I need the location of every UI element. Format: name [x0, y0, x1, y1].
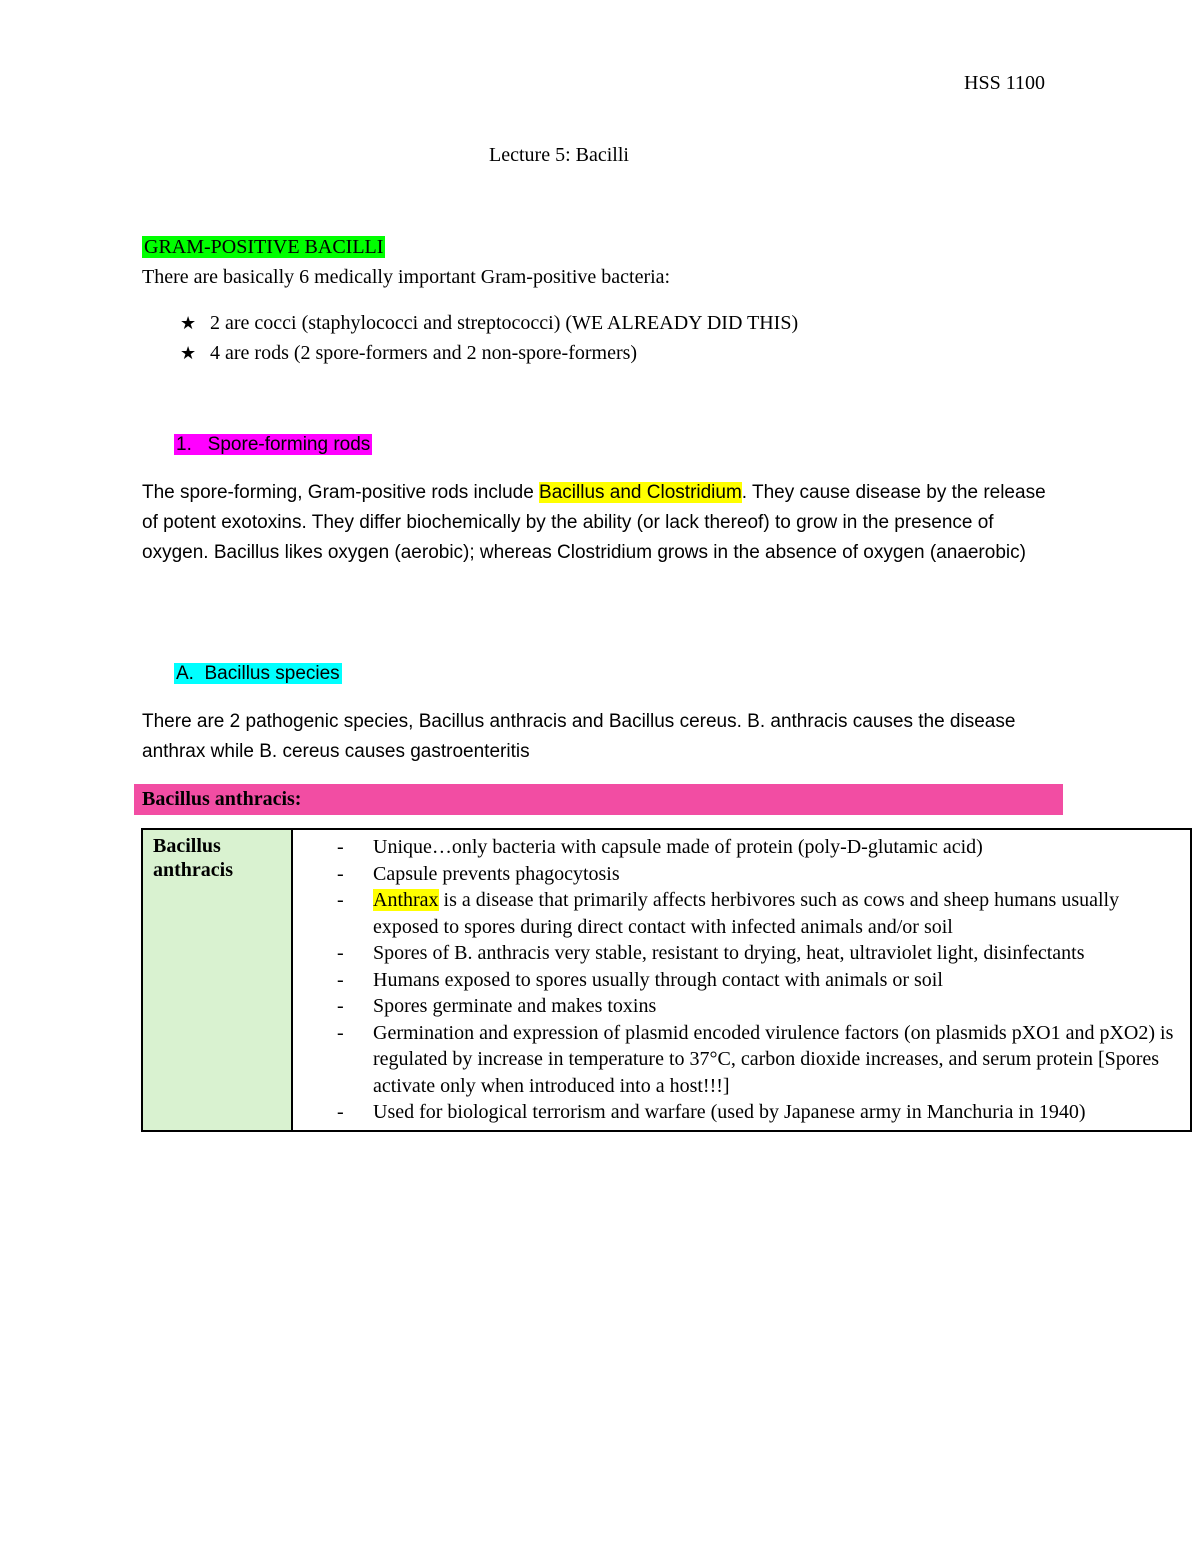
fact-text: Capsule prevents phagocytosis: [373, 862, 620, 885]
list-item: [337, 1099, 1180, 1126]
dash-bullet-icon: -: [337, 1101, 344, 1123]
fact-text: Used for biological terrorism and warfare (used by Japanese army in Manchuria in 1940): [373, 1101, 1086, 1123]
dash-bullet-icon: -: [337, 942, 344, 964]
bacillus-species-heading: [174, 663, 342, 685]
dash-bullet-icon: -: [337, 836, 344, 858]
anthracis-facts-list: [337, 834, 1180, 1126]
fact-text: Unique…only bacteria with capsule made of protein (poly-D-glutamic acid): [373, 836, 983, 858]
dash-bullet-icon: -: [337, 889, 344, 911]
table-label-cell: [142, 829, 292, 1131]
bacillus-clostridium-highlight: Bacillus and Clostridium: [539, 482, 742, 503]
bacillus-species-paragraph: There are 2 pathogenic species, Bacillus anthracis and Bacillus cereus. B. anthracis causes the disease anthrax while B. cereus causes gastroenteritis: [142, 711, 1016, 762]
gram-positive-heading-text: GRAM-POSITIVE BACILLI: [144, 236, 384, 258]
fact-text: Germination and expression of plasmid encoded virulence factors (on plasmids pXO1 and pXO2) is regulated by increase in temperature to 37°C, carbon dioxide increases, and serum protein [Spores activate only when introduced into a host!!!]: [373, 1021, 1174, 1097]
table-content-cell: [292, 829, 1191, 1131]
course-code: HSS 1100: [964, 72, 1045, 94]
table-label-text: Bacillus anthracis: [153, 835, 233, 881]
list-item: [337, 834, 1180, 861]
gram-intro-text: There are basically 6 medically important Gram-positive bacteria:: [142, 266, 671, 288]
spore-para-start: The spore-forming, Gram-positive rods include: [142, 482, 540, 503]
star-bullet-icon: ★: [180, 313, 197, 333]
spore-forming-heading: [174, 434, 372, 456]
list-item: [337, 1020, 1180, 1100]
bacillus-species-heading-text: A. Bacillus species: [176, 663, 340, 684]
list-item: [337, 993, 1180, 1020]
fact-text: Humans exposed to spores usually through contact with animals or soil: [373, 968, 943, 991]
fact-text: Spores of B. anthracis very stable, resistant to drying, heat, ultraviolet light, disinfectants: [373, 942, 1085, 964]
spore-para-rest: . They cause disease by the release of potent exotoxins. They differ biochemically by the ability (or lack thereof) to grow in the presence of oxygen. Bacillus likes oxygen (aerobic); whereas Clostridium grows in the absence of oxygen (anaerobic): [142, 482, 1046, 563]
spore-forming-heading-text: 1. Spore-forming rods: [176, 434, 371, 455]
list-item: [180, 342, 637, 365]
anthrax-highlight: Anthrax: [373, 889, 439, 911]
dash-bullet-icon: -: [337, 995, 344, 1017]
fact-text: is a disease that primarily affects herbivores such as cows and sheep humans usually exposed to spores during direct contact with infected animals and/or soil: [373, 889, 1120, 938]
bullet-text: 2 are cocci (staphylococci and streptococci) (WE ALREADY DID THIS): [210, 312, 799, 334]
table-row: [142, 829, 1191, 1131]
dash-bullet-icon: -: [337, 862, 344, 885]
star-bullet-icon: ★: [180, 343, 197, 363]
list-item: [337, 861, 1180, 888]
dash-bullet-icon: -: [337, 1021, 344, 1044]
list-item: [337, 887, 1180, 940]
gram-positive-heading: [142, 236, 385, 259]
bacillus-anthracis-table: [141, 828, 1192, 1132]
bullet-text: 4 are rods (2 spore-formers and 2 non-spore-formers): [210, 342, 638, 364]
bacillus-anthracis-banner: Bacillus anthracis:: [134, 784, 1063, 815]
dash-bullet-icon: -: [337, 968, 344, 991]
page-title: Lecture 5: Bacilli: [489, 144, 629, 166]
list-item: [337, 940, 1180, 967]
list-item: [180, 312, 798, 335]
fact-text: Spores germinate and makes toxins: [373, 995, 657, 1017]
list-item: [337, 967, 1180, 994]
spore-forming-paragraph: [142, 478, 1062, 568]
